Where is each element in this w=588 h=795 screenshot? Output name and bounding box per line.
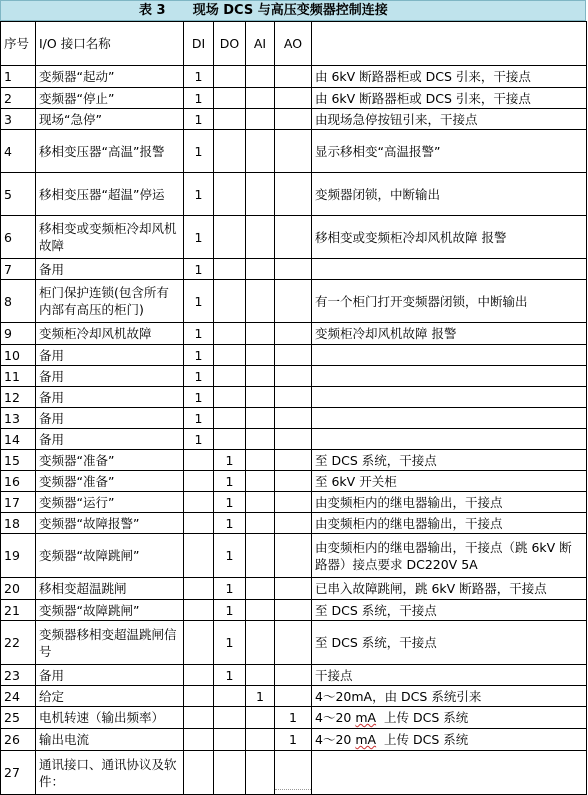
- row-ai: [246, 729, 275, 751]
- row-do: 1: [214, 621, 246, 665]
- row-note: 已串入故障跳闸，跳 6kV 断路器，干接点: [312, 578, 587, 600]
- row-seq: 21: [1, 600, 36, 621]
- row-seq: 12: [1, 387, 36, 408]
- row-name: 变频器“起动”: [36, 66, 184, 88]
- row-seq: 13: [1, 408, 36, 429]
- row-do: 1: [214, 600, 246, 621]
- row-ao: [275, 471, 312, 492]
- row-name: 输出电流: [36, 729, 184, 751]
- header-do: DO: [214, 22, 246, 66]
- row-name: 备用: [36, 429, 184, 450]
- row-note: [312, 729, 587, 751]
- row-note: 由现场急停按钮引来，干接点: [312, 109, 587, 130]
- row-name: 变频器“故障跳闸”: [36, 600, 184, 621]
- row-ai: [246, 665, 275, 686]
- row-do: [214, 130, 246, 173]
- row-do: [214, 366, 246, 387]
- io-table: [0, 21, 587, 795]
- row-name: 变频器移相变超温跳闸信号: [36, 621, 184, 665]
- row-di: 1: [184, 387, 214, 408]
- row-seq: 17: [1, 492, 36, 513]
- table-row: [1, 429, 587, 450]
- row-ao: [275, 345, 312, 366]
- row-name: 移相变压器“高温”报警: [36, 130, 184, 173]
- row-seq: 24: [1, 686, 36, 707]
- row-ao: [275, 621, 312, 665]
- table-row: [1, 323, 587, 345]
- row-do: 1: [214, 534, 246, 578]
- table-row: [1, 729, 587, 751]
- row-di: 1: [184, 216, 214, 259]
- table-row: [1, 130, 587, 173]
- row-seq: 3: [1, 109, 36, 130]
- header-ao: AO: [275, 22, 312, 66]
- row-di: 1: [184, 323, 214, 345]
- row-ao: [275, 686, 312, 707]
- row-name: 通讯接口、通讯协议及软件：: [36, 751, 184, 795]
- row-di: [184, 450, 214, 471]
- header-name: I/O 接口名称: [36, 22, 184, 66]
- row-do: [214, 408, 246, 429]
- row-name: 柜门保护连锁(包含所有内部有高压的柜门): [36, 280, 184, 323]
- row-seq: 26: [1, 729, 36, 751]
- table-row: [1, 686, 587, 707]
- row-note: 显示移相变“高温报警”: [312, 130, 587, 173]
- row-di: [184, 492, 214, 513]
- row-ao: [275, 513, 312, 534]
- row-ao: [275, 66, 312, 88]
- row-name: 变频柜冷却风机故障: [36, 323, 184, 345]
- row-seq: 2: [1, 88, 36, 109]
- row-name: 移相变超温跳闸: [36, 578, 184, 600]
- row-ao: [275, 387, 312, 408]
- table-row: [1, 387, 587, 408]
- row-name: 变频器“故障跳闸”: [36, 534, 184, 578]
- row-seq: 14: [1, 429, 36, 450]
- table-row: [1, 345, 587, 366]
- header-row: [1, 22, 587, 66]
- row-name: 给定: [36, 686, 184, 707]
- table-row: [1, 216, 587, 259]
- table-row: [1, 492, 587, 513]
- row-name: 变频器“准备”: [36, 450, 184, 471]
- row-ao: [275, 259, 312, 280]
- row-note: 变频柜冷却风机故障 报警: [312, 323, 587, 345]
- note-part: 4～20: [315, 732, 356, 747]
- row-di: [184, 471, 214, 492]
- row-seq: 1: [1, 66, 36, 88]
- row-di: [184, 534, 214, 578]
- row-di: [184, 686, 214, 707]
- table-row: [1, 408, 587, 429]
- row-ao: [275, 408, 312, 429]
- header-note: [312, 22, 587, 66]
- note-part: 上传 DCS 系统: [376, 732, 469, 747]
- row-do: [214, 66, 246, 88]
- row-do: [214, 707, 246, 729]
- row-ai: [246, 450, 275, 471]
- row-ao: [275, 323, 312, 345]
- row-name: 现场“急停”: [36, 109, 184, 130]
- row-seq: 9: [1, 323, 36, 345]
- row-ao: [275, 600, 312, 621]
- row-note: [312, 429, 587, 450]
- row-note: [312, 259, 587, 280]
- table-row: [1, 621, 587, 665]
- row-do: [214, 387, 246, 408]
- row-ai: [246, 88, 275, 109]
- header-seq: 序号: [1, 22, 36, 66]
- row-di: 1: [184, 88, 214, 109]
- row-note: 由变频柜内的继电器输出，干接点（跳 6kV 断路器）接点要求 DC220V 5A: [312, 534, 587, 578]
- io-table-body: [1, 22, 587, 795]
- row-ai: [246, 130, 275, 173]
- row-do: 1: [214, 450, 246, 471]
- row-ai: [246, 109, 275, 130]
- row-do: 1: [214, 492, 246, 513]
- header-di: DI: [184, 22, 214, 66]
- table-row: [1, 471, 587, 492]
- table-row: [1, 173, 587, 216]
- row-ao: [275, 173, 312, 216]
- row-seq: 4: [1, 130, 36, 173]
- row-seq: 25: [1, 707, 36, 729]
- row-ao: [275, 429, 312, 450]
- table-title: 表 3 现场 DCS 与高压变频器控制连接: [0, 0, 586, 21]
- row-name: 备用: [36, 345, 184, 366]
- row-do: 1: [214, 471, 246, 492]
- row-ai: [246, 600, 275, 621]
- row-do: [214, 323, 246, 345]
- row-note: [312, 366, 587, 387]
- row-do: [214, 729, 246, 751]
- row-note: 由变频柜内的继电器输出，干接点: [312, 513, 587, 534]
- row-seq: 10: [1, 345, 36, 366]
- row-di: [184, 513, 214, 534]
- row-di: 1: [184, 109, 214, 130]
- row-ai: [246, 366, 275, 387]
- row-di: 1: [184, 366, 214, 387]
- row-note: 至 DCS 系统，干接点: [312, 600, 587, 621]
- row-name: 备用: [36, 665, 184, 686]
- unit-text: mA: [355, 710, 377, 725]
- header-ai: AI: [246, 22, 275, 66]
- row-ai: [246, 534, 275, 578]
- row-ao: [275, 450, 312, 471]
- row-di: 1: [184, 345, 214, 366]
- row-di: 1: [184, 66, 214, 88]
- row-seq: 19: [1, 534, 36, 578]
- row-name: 备用: [36, 387, 184, 408]
- row-seq: 8: [1, 280, 36, 323]
- row-ai: 1: [246, 686, 275, 707]
- table-row: [1, 259, 587, 280]
- row-seq: 18: [1, 513, 36, 534]
- row-seq: 11: [1, 366, 36, 387]
- table-row: [1, 707, 587, 729]
- row-note: 有一个柜门打开变频器闭锁，中断输出: [312, 280, 587, 323]
- row-ai: [246, 66, 275, 88]
- row-ai: [246, 216, 275, 259]
- row-name: 电机转速（输出频率）: [36, 707, 184, 729]
- row-note: 至 6kV 开关柜: [312, 471, 587, 492]
- row-note: [312, 408, 587, 429]
- row-do: [214, 345, 246, 366]
- row-note: 干接点: [312, 665, 587, 686]
- row-note: 至 DCS 系统，干接点: [312, 450, 587, 471]
- row-do: [214, 216, 246, 259]
- row-di: [184, 665, 214, 686]
- row-seq: 23: [1, 665, 36, 686]
- note-part: 上传 DCS 系统: [376, 710, 469, 725]
- row-seq: 6: [1, 216, 36, 259]
- row-di: 1: [184, 259, 214, 280]
- table-row: [1, 600, 587, 621]
- row-ai: [246, 323, 275, 345]
- row-name: 备用: [36, 366, 184, 387]
- row-ao: [275, 280, 312, 323]
- row-di: [184, 621, 214, 665]
- row-do: [214, 259, 246, 280]
- row-ao: [275, 216, 312, 259]
- row-note: 4～20mA，由 DCS 系统引来: [312, 686, 587, 707]
- row-ai: [246, 513, 275, 534]
- table-row: [1, 578, 587, 600]
- row-di: [184, 578, 214, 600]
- row-note: 由 6kV 断路器柜或 DCS 引来，干接点: [312, 88, 587, 109]
- row-di: [184, 729, 214, 751]
- row-ao: [275, 130, 312, 173]
- note-part: 4～20: [315, 710, 356, 725]
- row-do: [214, 109, 246, 130]
- row-name: 变频器“运行”: [36, 492, 184, 513]
- row-name: 移相变压器“超温”停运: [36, 173, 184, 216]
- row-di: 1: [184, 173, 214, 216]
- row-ao: [275, 751, 312, 795]
- row-di: [184, 751, 214, 795]
- row-note: [312, 387, 587, 408]
- row-ai: [246, 621, 275, 665]
- row-di: 1: [184, 280, 214, 323]
- row-ai: [246, 707, 275, 729]
- row-note: 由 6kV 断路器柜或 DCS 引来，干接点: [312, 66, 587, 88]
- row-ao: [275, 665, 312, 686]
- row-do: 1: [214, 578, 246, 600]
- row-note: 至 DCS 系统，干接点: [312, 621, 587, 665]
- row-note: 由变频柜内的继电器输出，干接点: [312, 492, 587, 513]
- row-seq: 16: [1, 471, 36, 492]
- row-seq: 7: [1, 259, 36, 280]
- table-row: [1, 88, 587, 109]
- row-ai: [246, 429, 275, 450]
- row-do: 1: [214, 665, 246, 686]
- table-row: [1, 280, 587, 323]
- row-ao: [275, 88, 312, 109]
- table-row: [1, 665, 587, 686]
- row-seq: 15: [1, 450, 36, 471]
- row-name: 移相变或变频柜冷却风机故障: [36, 216, 184, 259]
- row-seq: 22: [1, 621, 36, 665]
- row-do: [214, 429, 246, 450]
- row-do: [214, 280, 246, 323]
- row-ao: [275, 366, 312, 387]
- row-ai: [246, 259, 275, 280]
- row-do: [214, 173, 246, 216]
- table-row: [1, 751, 587, 795]
- row-ao: [275, 109, 312, 130]
- table-row: [1, 450, 587, 471]
- row-ao: [275, 492, 312, 513]
- table-row: [1, 513, 587, 534]
- row-ai: [246, 280, 275, 323]
- row-do: [214, 686, 246, 707]
- table-row: [1, 109, 587, 130]
- row-di: 1: [184, 130, 214, 173]
- row-ao: 1: [275, 729, 312, 751]
- row-note: 变频器闭锁，中断输出: [312, 173, 587, 216]
- table-row: [1, 66, 587, 88]
- row-ai: [246, 408, 275, 429]
- row-name: 变频器“停止”: [36, 88, 184, 109]
- row-ao: [275, 578, 312, 600]
- page-corner-mark: [275, 789, 311, 793]
- row-ai: [246, 173, 275, 216]
- row-ai: [246, 492, 275, 513]
- row-ai: [246, 751, 275, 795]
- row-name: 备用: [36, 259, 184, 280]
- row-note: 移相变或变频柜冷却风机故障 报警: [312, 216, 587, 259]
- row-ai: [246, 471, 275, 492]
- unit-text: mA: [355, 732, 377, 747]
- row-note: [312, 707, 587, 729]
- row-do: [214, 88, 246, 109]
- row-ai: [246, 345, 275, 366]
- row-ao: [275, 534, 312, 578]
- row-note: [312, 345, 587, 366]
- row-di: [184, 707, 214, 729]
- table-row: [1, 534, 587, 578]
- row-name: 变频器“准备”: [36, 471, 184, 492]
- row-di: 1: [184, 429, 214, 450]
- row-name: 备用: [36, 408, 184, 429]
- row-seq: 27: [1, 751, 36, 795]
- row-seq: 5: [1, 173, 36, 216]
- row-seq: 20: [1, 578, 36, 600]
- row-ai: [246, 387, 275, 408]
- row-ao: 1: [275, 707, 312, 729]
- row-di: [184, 600, 214, 621]
- row-di: 1: [184, 408, 214, 429]
- row-do: [214, 751, 246, 795]
- row-ai: [246, 578, 275, 600]
- table-row: [1, 366, 587, 387]
- row-name: 变频器“故障报警”: [36, 513, 184, 534]
- row-note: [312, 751, 587, 795]
- row-do: 1: [214, 513, 246, 534]
